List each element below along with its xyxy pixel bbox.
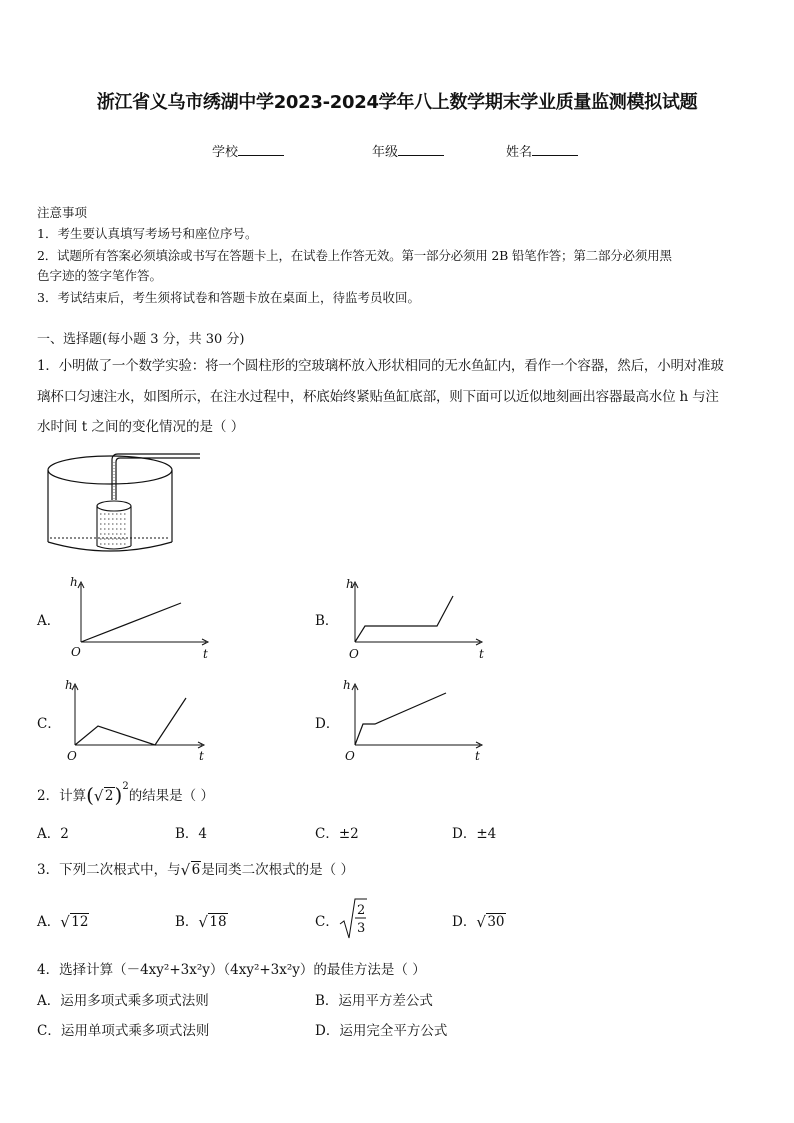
axis-origin-label: O bbox=[349, 647, 359, 661]
q3-prefix: 3．下列二次根式中，与 bbox=[37, 862, 181, 878]
q2-exponent: 2 bbox=[122, 780, 129, 792]
section-heading: 一、选择题(每小题 3 分，共 30 分) bbox=[37, 332, 245, 347]
q4-option-b[interactable]: B．运用平方差公式 bbox=[315, 993, 433, 1009]
q2-option-b[interactable]: B．4 bbox=[175, 826, 208, 842]
axis-origin-label: O bbox=[71, 645, 81, 659]
name-label: 姓名 bbox=[506, 145, 533, 160]
school-blank[interactable] bbox=[238, 143, 284, 156]
q3-option-d-sqrt: √ 30 bbox=[476, 913, 505, 931]
notes-item: 3．考试结束后，考生须将试卷和答题卡放在桌面上，待监考员收回。 bbox=[37, 290, 420, 305]
q2-option-c[interactable]: C．±2 bbox=[315, 826, 359, 842]
option-a-graph[interactable] bbox=[66, 576, 216, 662]
axis-origin-label: O bbox=[345, 749, 355, 763]
axis-t-label: t bbox=[475, 749, 480, 763]
notes-heading: 注意事项 bbox=[37, 205, 88, 220]
notes-item: 1．考生要认真填写考场号和座位序号。 bbox=[37, 226, 258, 241]
option-a-label[interactable]: A． bbox=[37, 613, 61, 629]
q3-option-d[interactable] bbox=[452, 910, 506, 930]
q3-option-d-radicand: 30 bbox=[487, 914, 505, 930]
notes-item: 2．试题所有答案必须填涂或书写在答题卡上，在试卷上作答无效。第一部分必须用 2B 铅笔作答；第二部分必须用黑 bbox=[37, 248, 672, 263]
school-label: 学校 bbox=[212, 145, 239, 160]
q2-text: 2．计算( √ 2)$^2$的结果是（ ） bbox=[37, 780, 214, 807]
q3-option-a-sqrt: √ 12 bbox=[60, 913, 89, 931]
axis-t-label: t bbox=[203, 647, 208, 661]
q4-option-a[interactable]: A．运用多项式乘多项式法则 bbox=[37, 993, 209, 1009]
q2-suffix: 的结果是（ ） bbox=[128, 788, 214, 804]
q3-option-c-denominator: 3 bbox=[357, 921, 366, 936]
fish-tank-figure bbox=[44, 448, 204, 560]
q3-option-a[interactable] bbox=[37, 910, 89, 930]
notes-item: 色字迹的签字笔作答。 bbox=[37, 268, 163, 283]
axis-h-label: h bbox=[346, 577, 354, 591]
option-d-label[interactable]: D． bbox=[315, 716, 340, 732]
option-b-graph[interactable] bbox=[340, 576, 490, 662]
q3-option-c-label[interactable]: C． bbox=[315, 914, 339, 930]
q2-option-d[interactable]: D．±4 bbox=[452, 826, 497, 842]
option-c-label[interactable]: C． bbox=[37, 716, 61, 732]
q4-option-d[interactable]: D．运用完全平方公式 bbox=[315, 1023, 448, 1039]
q2-option-a[interactable]: A．2 bbox=[37, 826, 69, 842]
axis-h-label: h bbox=[343, 678, 351, 692]
q3-option-c-fraction-sqrt[interactable] bbox=[338, 896, 368, 942]
grade-blank[interactable] bbox=[398, 143, 444, 156]
name-blank[interactable] bbox=[532, 143, 578, 156]
axis-origin-label: O bbox=[67, 749, 77, 763]
q3-option-d-label: D． bbox=[452, 914, 477, 930]
q3-option-b-radicand: 18 bbox=[209, 914, 227, 930]
grade-label: 年级 bbox=[372, 145, 399, 160]
option-b-label[interactable]: B． bbox=[315, 613, 339, 629]
q3-option-c-numerator: 2 bbox=[357, 903, 366, 918]
q3-suffix: 是同类二次根式的是（ ） bbox=[201, 862, 354, 878]
q3-option-a-radicand: 12 bbox=[71, 914, 89, 930]
q3-radicand: 6 bbox=[191, 862, 201, 878]
q3-text bbox=[37, 858, 354, 878]
q3-option-a-label: A． bbox=[37, 914, 61, 930]
grade-field[interactable] bbox=[372, 141, 444, 160]
q4-option-c[interactable]: C．运用单项式乘多项式法则 bbox=[37, 1023, 210, 1039]
axis-h-label: h bbox=[70, 576, 78, 589]
q3-sqrt: √ 6 bbox=[180, 861, 201, 879]
q2-prefix: 2．计算 bbox=[37, 788, 87, 804]
q1-text-line: 1．小明做了一个数学实验：将一个圆柱形的空玻璃杯放入形状相同的无水鱼缸内，看作一个容器，然后，小明对准玻 bbox=[37, 358, 724, 374]
q1-text-line: 璃杯口匀速注水，如图所示，在注水过程中，杯底始终紧贴鱼缸底部，则下面可以近似地刻画出容器最高水位 h 与注 bbox=[37, 389, 719, 405]
option-c-graph[interactable] bbox=[60, 678, 210, 764]
axis-t-label: t bbox=[199, 749, 204, 763]
q3-option-b[interactable] bbox=[175, 910, 228, 930]
q4-text: 4．选择计算（－4xy²+3x²y）（4xy²+3x²y）的最佳方法是（ ） bbox=[37, 962, 426, 978]
q3-option-b-sqrt: √ 18 bbox=[198, 913, 227, 931]
option-d-graph[interactable] bbox=[340, 678, 490, 764]
axis-t-label: t bbox=[479, 647, 484, 661]
q3-option-b-label: B． bbox=[175, 914, 199, 930]
q2-radicand: 2 bbox=[104, 788, 114, 804]
q2-sqrt: √ 2 bbox=[93, 787, 114, 805]
school-field[interactable] bbox=[212, 141, 284, 160]
page-title: 浙江省义乌市绣湖中学2023-2024学年八上数学期末学业质量监测模拟试题 bbox=[96, 92, 698, 113]
name-field[interactable] bbox=[506, 141, 578, 160]
axis-h-label: h bbox=[65, 678, 73, 692]
q1-text-line: 水时间 t 之间的变化情况的是（ ） bbox=[37, 419, 245, 435]
